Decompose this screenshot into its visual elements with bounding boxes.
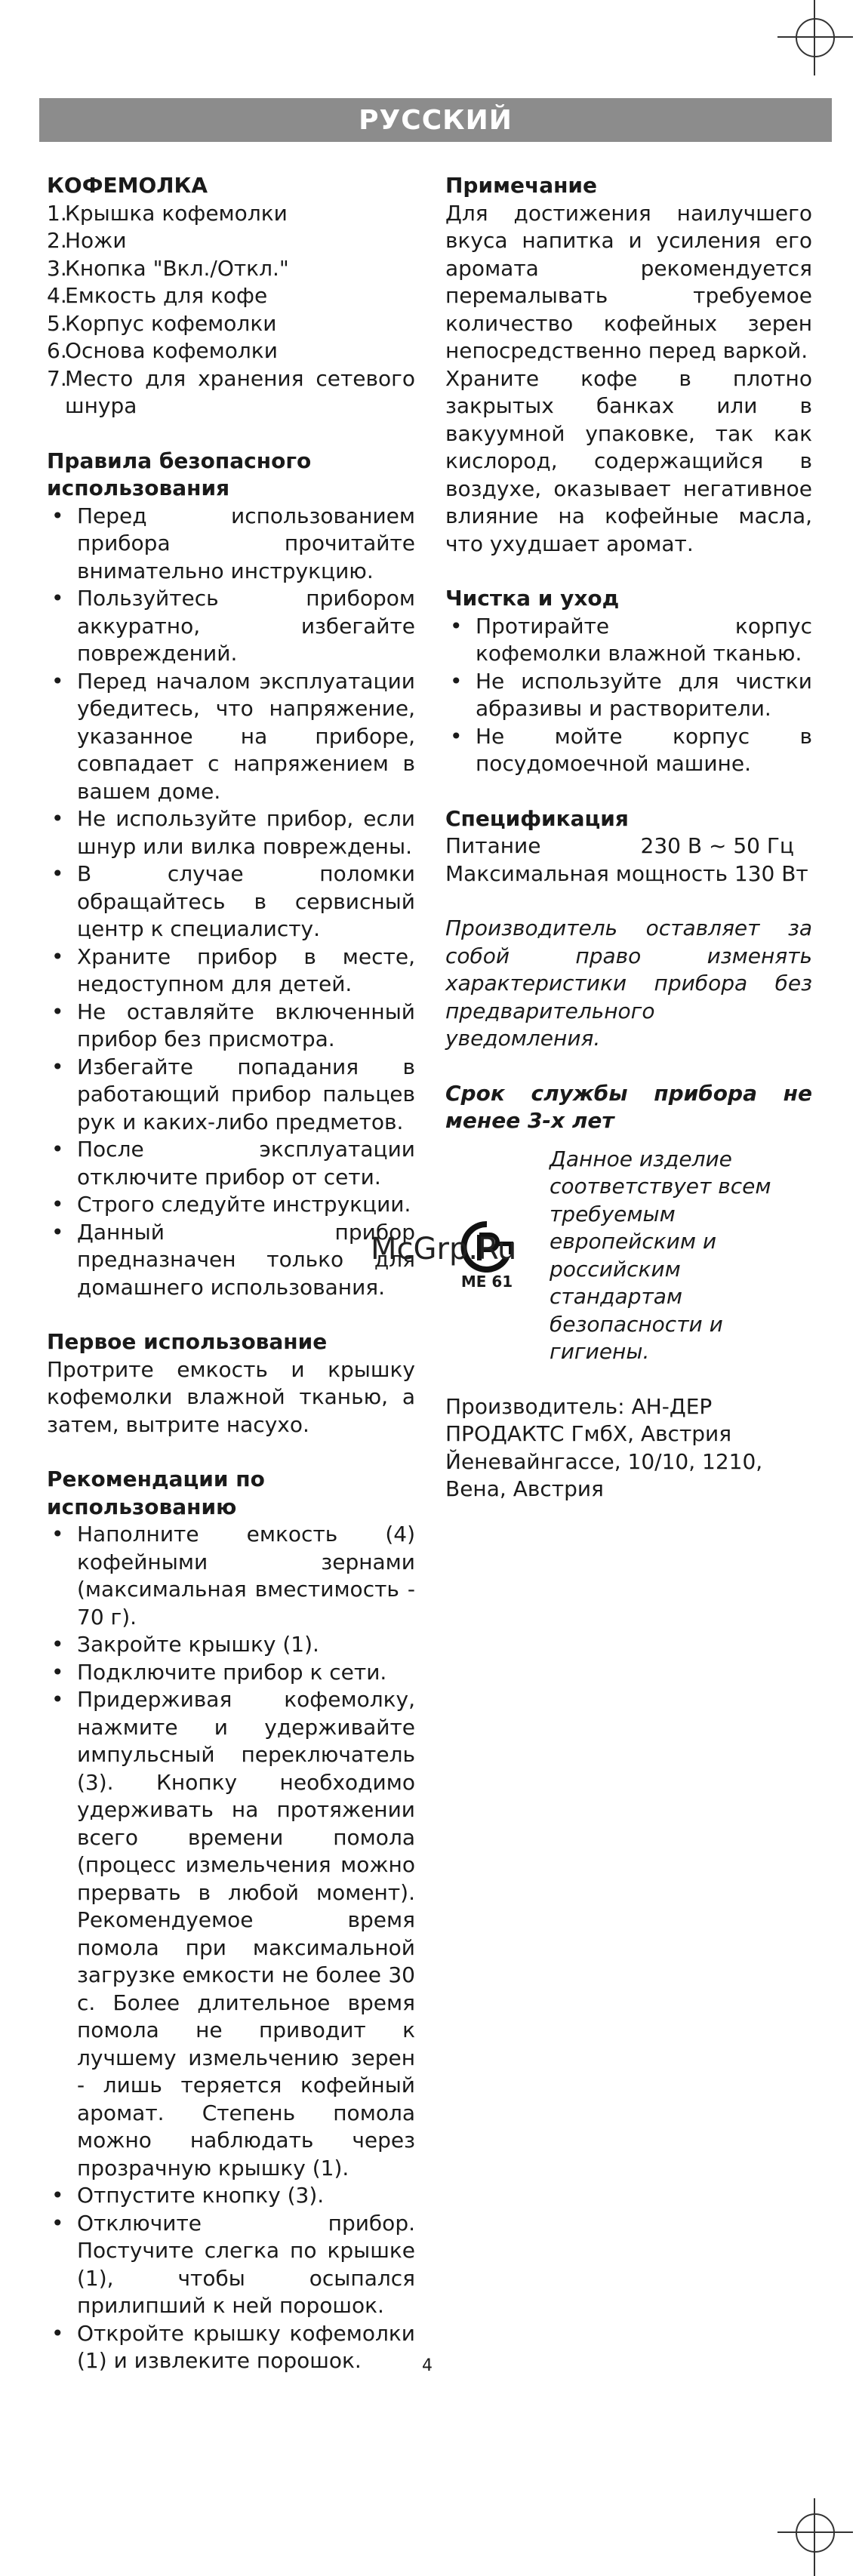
bullet-icon: •	[51, 1054, 64, 1079]
certification-code: МЕ 61	[460, 1272, 513, 1291]
safety-item	[47, 1054, 415, 1137]
service-life-text: Срок службы прибора не менее 3-х лет	[445, 1080, 812, 1133]
safety-item-text: Строго следуйте инструкции.	[77, 1192, 411, 1217]
watermark: McGrp.Ru	[371, 1232, 517, 1266]
usage-item	[47, 2320, 415, 2375]
bullet-icon: •	[51, 1522, 64, 1547]
bullet-icon: •	[51, 1632, 64, 1657]
bullet-icon: •	[51, 943, 64, 969]
usage-section	[47, 1466, 415, 2375]
spec-heading: Спецификация	[445, 805, 629, 831]
safety-list	[47, 503, 415, 1302]
safety-item-text: Пользуйтесь прибором аккуратно, избегайте повреждений.	[77, 586, 415, 666]
bullet-icon: •	[51, 1687, 64, 1712]
usage-item-text: Наполните емкость (4) кофейными зернами (максимальная вместимость - 70 г).	[77, 1522, 415, 1630]
usage-item	[47, 1659, 415, 1687]
parts-item	[47, 337, 415, 365]
usage-item	[47, 2182, 415, 2210]
safety-heading: Правила безопасного использования	[47, 448, 312, 500]
bullet-icon: •	[51, 1219, 64, 1245]
parts-item-text: Ножи	[65, 228, 127, 253]
spec-power-label: Питание	[445, 833, 541, 858]
note-paragraph-2: Храните кофе в плотно закрытых банках или в вакуумной упаковке, так как кислород, содержащийся в воздухе, оказывает негативное влияние на кофейные масла, что ухудшает аромат.	[445, 365, 812, 556]
usage-heading: Рекомендации по использованию	[47, 1467, 265, 1519]
bullet-icon: •	[51, 1137, 64, 1162]
parts-item-text: Кнопка "Вкл./Откл."	[65, 255, 289, 281]
language-title: РУССКИЙ	[359, 104, 513, 136]
usage-item	[47, 1631, 415, 1659]
usage-item-text: Закройте крышку (1).	[77, 1632, 319, 1657]
bullet-icon: •	[51, 861, 64, 886]
parts-item-number: 2.	[47, 228, 67, 253]
parts-item	[47, 365, 415, 420]
note-section	[445, 172, 812, 558]
disclaimer-section	[445, 915, 812, 1053]
safety-item-text: Не используйте прибор, если шнур или вилка повреждены.	[77, 806, 415, 859]
safety-item	[47, 668, 415, 806]
parts-item-number: 6.	[47, 338, 67, 363]
bullet-icon: •	[450, 668, 463, 694]
safety-item-text: Перед использованием прибора прочитайте внимательно инструкцию.	[77, 503, 415, 583]
usage-item	[47, 1521, 415, 1631]
bullet-icon: •	[51, 2183, 64, 2208]
parts-item-text: Емкость для кофе	[65, 283, 268, 308]
care-item-text: Не мойте корпус в посудомоечной машине.	[476, 723, 812, 776]
spec-power-row	[445, 833, 812, 860]
note-heading: Примечание	[445, 173, 598, 198]
bullet-icon: •	[51, 586, 64, 611]
care-section	[445, 585, 812, 778]
parts-item	[47, 255, 415, 283]
parts-item	[47, 310, 415, 338]
bullet-icon: •	[450, 613, 463, 639]
safety-item-text: Не оставляйте включенный прибор без присмотра.	[77, 999, 415, 1051]
manufacturer-section	[445, 1393, 812, 1503]
safety-item	[47, 585, 415, 668]
page-number: 4	[422, 2356, 433, 2375]
bullet-icon: •	[51, 999, 64, 1024]
care-heading: Чистка и уход	[445, 586, 620, 611]
crop-mark-bottom-right	[770, 2491, 859, 2576]
parts-item	[47, 227, 415, 255]
parts-item	[47, 282, 415, 310]
bullet-icon: •	[51, 806, 64, 831]
bullet-icon: •	[51, 1659, 64, 1685]
safety-item-text: В случае поломки обращайтесь в сервисный центр к специалисту.	[77, 861, 415, 941]
disclaimer-text: Производитель оставляет за собой право изменять характеристики прибора без предварительного уведомления.	[445, 916, 812, 1051]
safety-section	[47, 448, 415, 1302]
first-use-section	[47, 1328, 415, 1439]
first-use-text: Протрите емкость и крышку кофемолки влажной тканью, а затем, вытрите насухо.	[47, 1356, 415, 1437]
usage-item-text: Откройте крышку кофемолки (1) и извлеките порошок.	[77, 2320, 415, 2373]
safety-item-text: Перед началом эксплуатации убедитесь, что напряжение, указанное на приборе, совпадает с напряжением в вашем доме.	[77, 668, 415, 804]
parts-item	[47, 200, 415, 228]
service-life-section	[445, 1080, 812, 1135]
safety-item	[47, 1136, 415, 1191]
manufacturer-text: Производитель: АН-ДЕР ПРОДАКТС ГмбХ, Австрия Йеневайнгассе, 10/10, 1210, Вена, Австрия	[445, 1393, 763, 1501]
safety-item	[47, 503, 415, 586]
parts-item-number: 3.	[47, 255, 67, 281]
parts-item-number: 7.	[47, 365, 67, 391]
bullet-icon: •	[450, 723, 463, 749]
safety-item	[47, 1219, 415, 1302]
safety-item	[47, 943, 415, 999]
parts-item-text: Место для хранения сетевого шнура	[65, 365, 415, 418]
certification-text: Данное изделие соответствует всем требуемым европейским и российским стандартам безопасности и гигиены.	[550, 1146, 771, 1364]
usage-item	[47, 2210, 415, 2320]
left-column	[47, 172, 415, 2402]
safety-item	[47, 805, 415, 860]
safety-item-text: Данный прибор предназначен только для домашнего использования.	[77, 1219, 415, 1300]
bullet-icon: •	[51, 668, 64, 694]
parts-list	[47, 200, 415, 420]
spec-max-power: Максимальная мощность 130 Вт	[445, 860, 808, 886]
usage-item-text: Подключите прибор к сети.	[77, 1659, 387, 1685]
note-paragraph-1: Для достижения наилучшего вкуса напитка и усиления его аромата рекомендуется перемалывать требуемое количество кофейных зерен непосредственно перед варкой.	[445, 200, 812, 363]
first-use-heading: Первое использование	[47, 1329, 328, 1354]
care-item	[445, 613, 812, 668]
bullet-icon: •	[51, 2320, 64, 2346]
parts-item-text: Корпус кофемолки	[65, 310, 277, 336]
safety-item	[47, 1191, 415, 1219]
parts-item-number: 5.	[47, 310, 67, 336]
care-item	[445, 723, 812, 778]
parts-item-number: 4.	[47, 283, 67, 308]
bullet-icon: •	[51, 2210, 64, 2236]
crop-mark-top-right	[770, 0, 859, 83]
safety-item	[47, 860, 415, 943]
safety-item	[47, 999, 415, 1054]
spec-power-value: 230 В ~ 50 Гц	[640, 833, 794, 858]
care-list	[445, 613, 812, 778]
bullet-icon: •	[51, 503, 64, 528]
usage-item-text: Отключите прибор. Постучите слегка по крышке (1), чтобы осыпался прилипший к ней порошок.	[77, 2210, 415, 2318]
safety-item-text: Храните прибор в месте, недоступном для детей.	[77, 943, 415, 996]
care-item	[445, 668, 812, 723]
usage-item	[47, 1686, 415, 2182]
parts-item-text: Основа кофемолки	[65, 338, 278, 363]
parts-section	[47, 172, 415, 420]
safety-item-text: После эксплуатации отключите прибор от сети.	[77, 1137, 415, 1190]
parts-item-number: 1.	[47, 200, 67, 226]
right-column	[445, 172, 812, 1531]
safety-item-text: Избегайте попадания в работающий прибор пальцев рук и каких-либо предметов.	[77, 1054, 415, 1134]
parts-heading: КОФЕМОЛКА	[47, 173, 208, 198]
spec-section	[445, 805, 812, 888]
language-header-bar	[39, 98, 832, 142]
usage-item-text: Придерживая кофемолку, нажмите и удерживайте импульсный переключатель (3). Кнопку необходимо удерживать на протяжении всего времени помола (процесс измельчения можно прервать в любой момент). Рекомендуемое время помола при максимальной загрузке емкости не более 30 с. Более длительное время помола не приводит к лучшему измельчению зерен - лишь теряется кофейный аромат. Степень помола можно наблюдать через прозрачную крышку (1).	[77, 1687, 415, 2181]
usage-list	[47, 1521, 415, 2375]
parts-item-text: Крышка кофемолки	[65, 200, 288, 226]
bullet-icon: •	[51, 1192, 64, 1217]
care-item-text: Не используйте для чистки абразивы и растворители.	[476, 668, 812, 721]
usage-item-text: Отпустите кнопку (3).	[77, 2183, 325, 2208]
care-item-text: Протирайте корпус кофемолки влажной тканью.	[476, 613, 812, 666]
